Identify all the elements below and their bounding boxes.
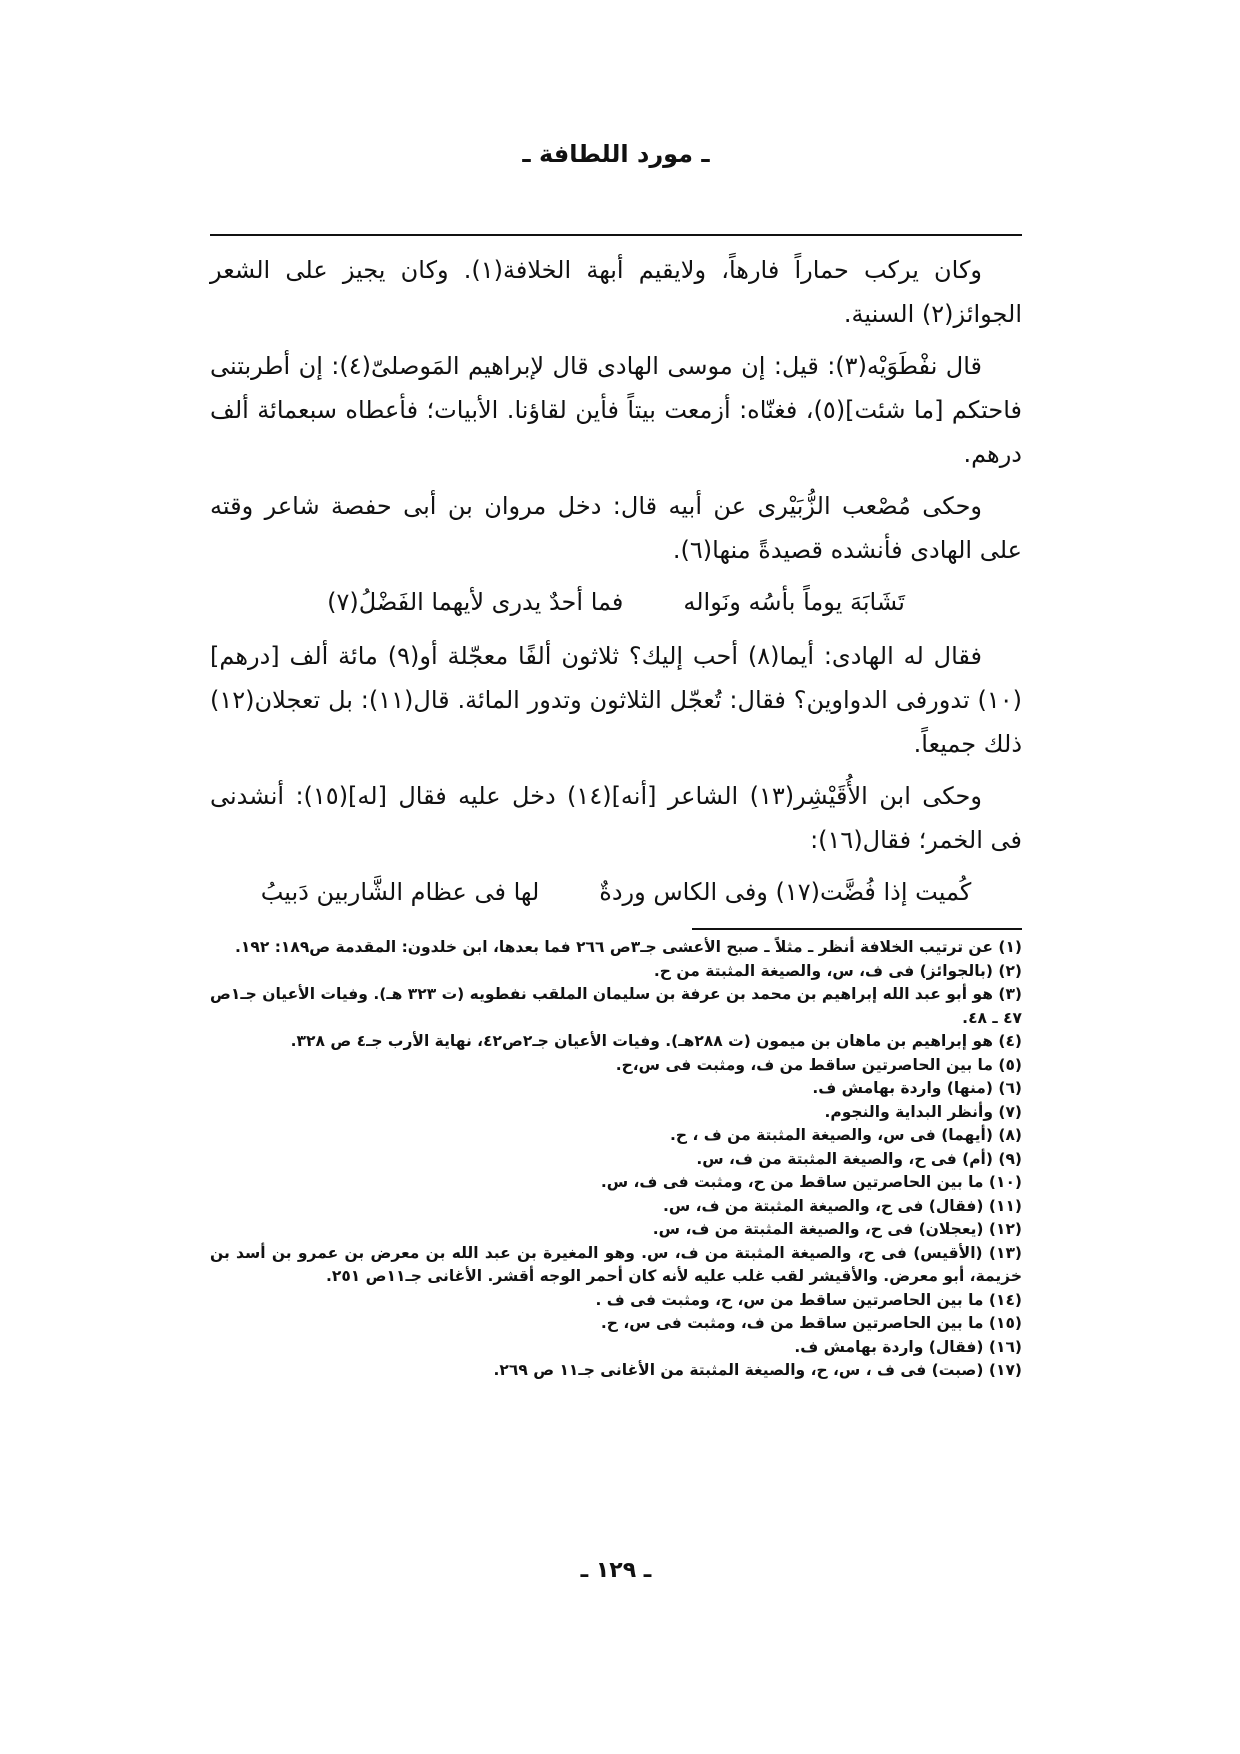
- footnote-4: (٤) هو إبراهيم بن ماهان بن ميمون (ت ٢٨٨هـ). وفيات الأعيان جـ٢ص٤٢، نهاية الأرب جـ٤ ص ٣٢٨.: [290, 1032, 1022, 1050]
- page-number: ـ ١٢٩ ـ: [580, 1558, 652, 1583]
- footnote-12: (١٢) (يعجلان) فى ح، والصيغة المثبتة من ف، س.: [652, 1220, 1022, 1238]
- verse-2: [210, 870, 1022, 914]
- paragraph-2: قال نفْطَوَيْه(٣): قيل: إن موسى الهادى قال لإبراهيم المَوصلىّ(٤): إن أطربتنى فاحتكم [ما شئت](٥)، فغنّاه: أزمعت بيتاً فأين لقاؤنا. الأبيات؛ فأعطاه سبعمائة ألف درهم.: [210, 352, 1022, 468]
- book-page: [210, 0, 1022, 1754]
- header-rule: [210, 234, 1022, 236]
- verse-1: [210, 580, 1022, 624]
- footnote-2: (٢) (بالجوائز) فى ف، س، والصيغة المثبتة من ح.: [653, 961, 1022, 980]
- footnote-5: (٥) ما بين الحاصرتين ساقط من ف، ومثبت فى س،ح.: [615, 1055, 1022, 1074]
- footnote-10: (١٠) ما بين الحاصرتين ساقط من ح، ومثبت فى ف، س.: [600, 1173, 1022, 1191]
- main-text: [210, 248, 1022, 924]
- footnote-11: (١١) (فقال) فى ح، والصيغة المثبتة من ف، س.: [662, 1196, 1022, 1215]
- footnote-14: (١٤) ما بين الحاصرتين ساقط من س، ح، ومثبت فى ف .: [595, 1290, 1022, 1309]
- footnote-15: (١٥) ما بين الحاصرتين ساقط من ف، ومثبت فى س، ح.: [600, 1314, 1022, 1332]
- paragraph-3: وحكى مُصْعب الزُّبَيْرى عن أبيه قال: دخل مروان بن أبى حفصة شاعر وقته على الهادى فأنشده قصيدةً منها(٦).: [210, 492, 1022, 564]
- verse-2-second-hemistich: لها فى عظام الشَّاربين دَبيبُ: [260, 878, 540, 906]
- footnotes: [210, 936, 1022, 1383]
- footnote-16: (١٦) (فقال) واردة بهامش ف.: [794, 1337, 1022, 1356]
- footnote-rule: [692, 928, 1022, 930]
- footnote-1: (١) عن ترتيب الخلافة أنظر ـ مثلاً ـ صبح الأعشى جـ٣ص ٢٦٦ فما بعدها، ابن خلدون: المقدمة ص١٨٩: ١٩٢.: [235, 938, 1022, 956]
- footnote-7: (٧) وأنظر البداية والنجوم.: [824, 1102, 1022, 1121]
- verse-2-first-hemistich: كُميت إذا فُضَّت(١٧) وفى الكاس وردةٌ: [599, 878, 972, 906]
- paragraph-4: فقال له الهادى: أيما(٨) أحب إليك؟ ثلاثون ألفًا معجّلة أو(٩) مائة ألف [درهم](١٠) تدورفى الدواوين؟ فقال: تُعجّل الثلاثون وتدور المائة. قال(١١): بل تعجلان(١٢) ذلك جميعاً.: [210, 642, 1022, 758]
- footnote-17: (١٧) (صبت) فى ف ، س، ح، والصيغة المثبتة من الأغانى جـ١١ ص ٢٦٩.: [493, 1361, 1022, 1379]
- footnote-3: (٣) هو أبو عبد الله إبراهيم بن محمد بن عرفة بن سليمان الملقب نفطويه (ت ٣٢٣ هـ). وفيات الأعيان جـ١ص ٤٧ ـ ٤٨.: [210, 985, 1022, 1027]
- paragraph-5: وحكى ابن الأُقَيْشِر(١٣) الشاعر [أنه](١٤) دخل عليه فقال [له](١٥): أنشدنى فى الخمر؛ فقال(١٦):: [210, 782, 1022, 854]
- running-header-title: ـ مورد اللطافة ـ: [522, 140, 710, 168]
- verse-1-second-hemistich: فما أحدٌ يدرى لأيهما الفَضْلُ(٧): [327, 588, 624, 616]
- footnote-13: (١٣) (الأقيس) فى ح، والصيغة المثبتة من ف، س. وهو المغيرة بن عبد الله بن معرض بن عمرو بن أسد بن خزيمة، أبو معرض. والأقيشر لقب غلب عليه لأنه كان أحمر الوجه أقشر. الأغانى جـ١١ص ٢٥١.: [210, 1243, 1022, 1285]
- footnote-6: (٦) (منها) واردة بهامش ف.: [812, 1079, 1022, 1097]
- footnote-8: (٨) (أيهما) فى س، والصيغة المثبتة من ف ، ح.: [670, 1126, 1022, 1144]
- verse-1-first-hemistich: تَشَابَهَ يوماً بأسُه ونَواله: [683, 588, 905, 616]
- footnote-9: (٩) (أم) فى ح، والصيغة المثبتة من ف، س.: [696, 1149, 1022, 1168]
- paragraph-1: وكان يركب حماراً فارهاً، ولايقيم أبهة الخلافة(١). وكان يجيز على الشعر الجوائز(٢) السنية.: [210, 256, 1022, 328]
